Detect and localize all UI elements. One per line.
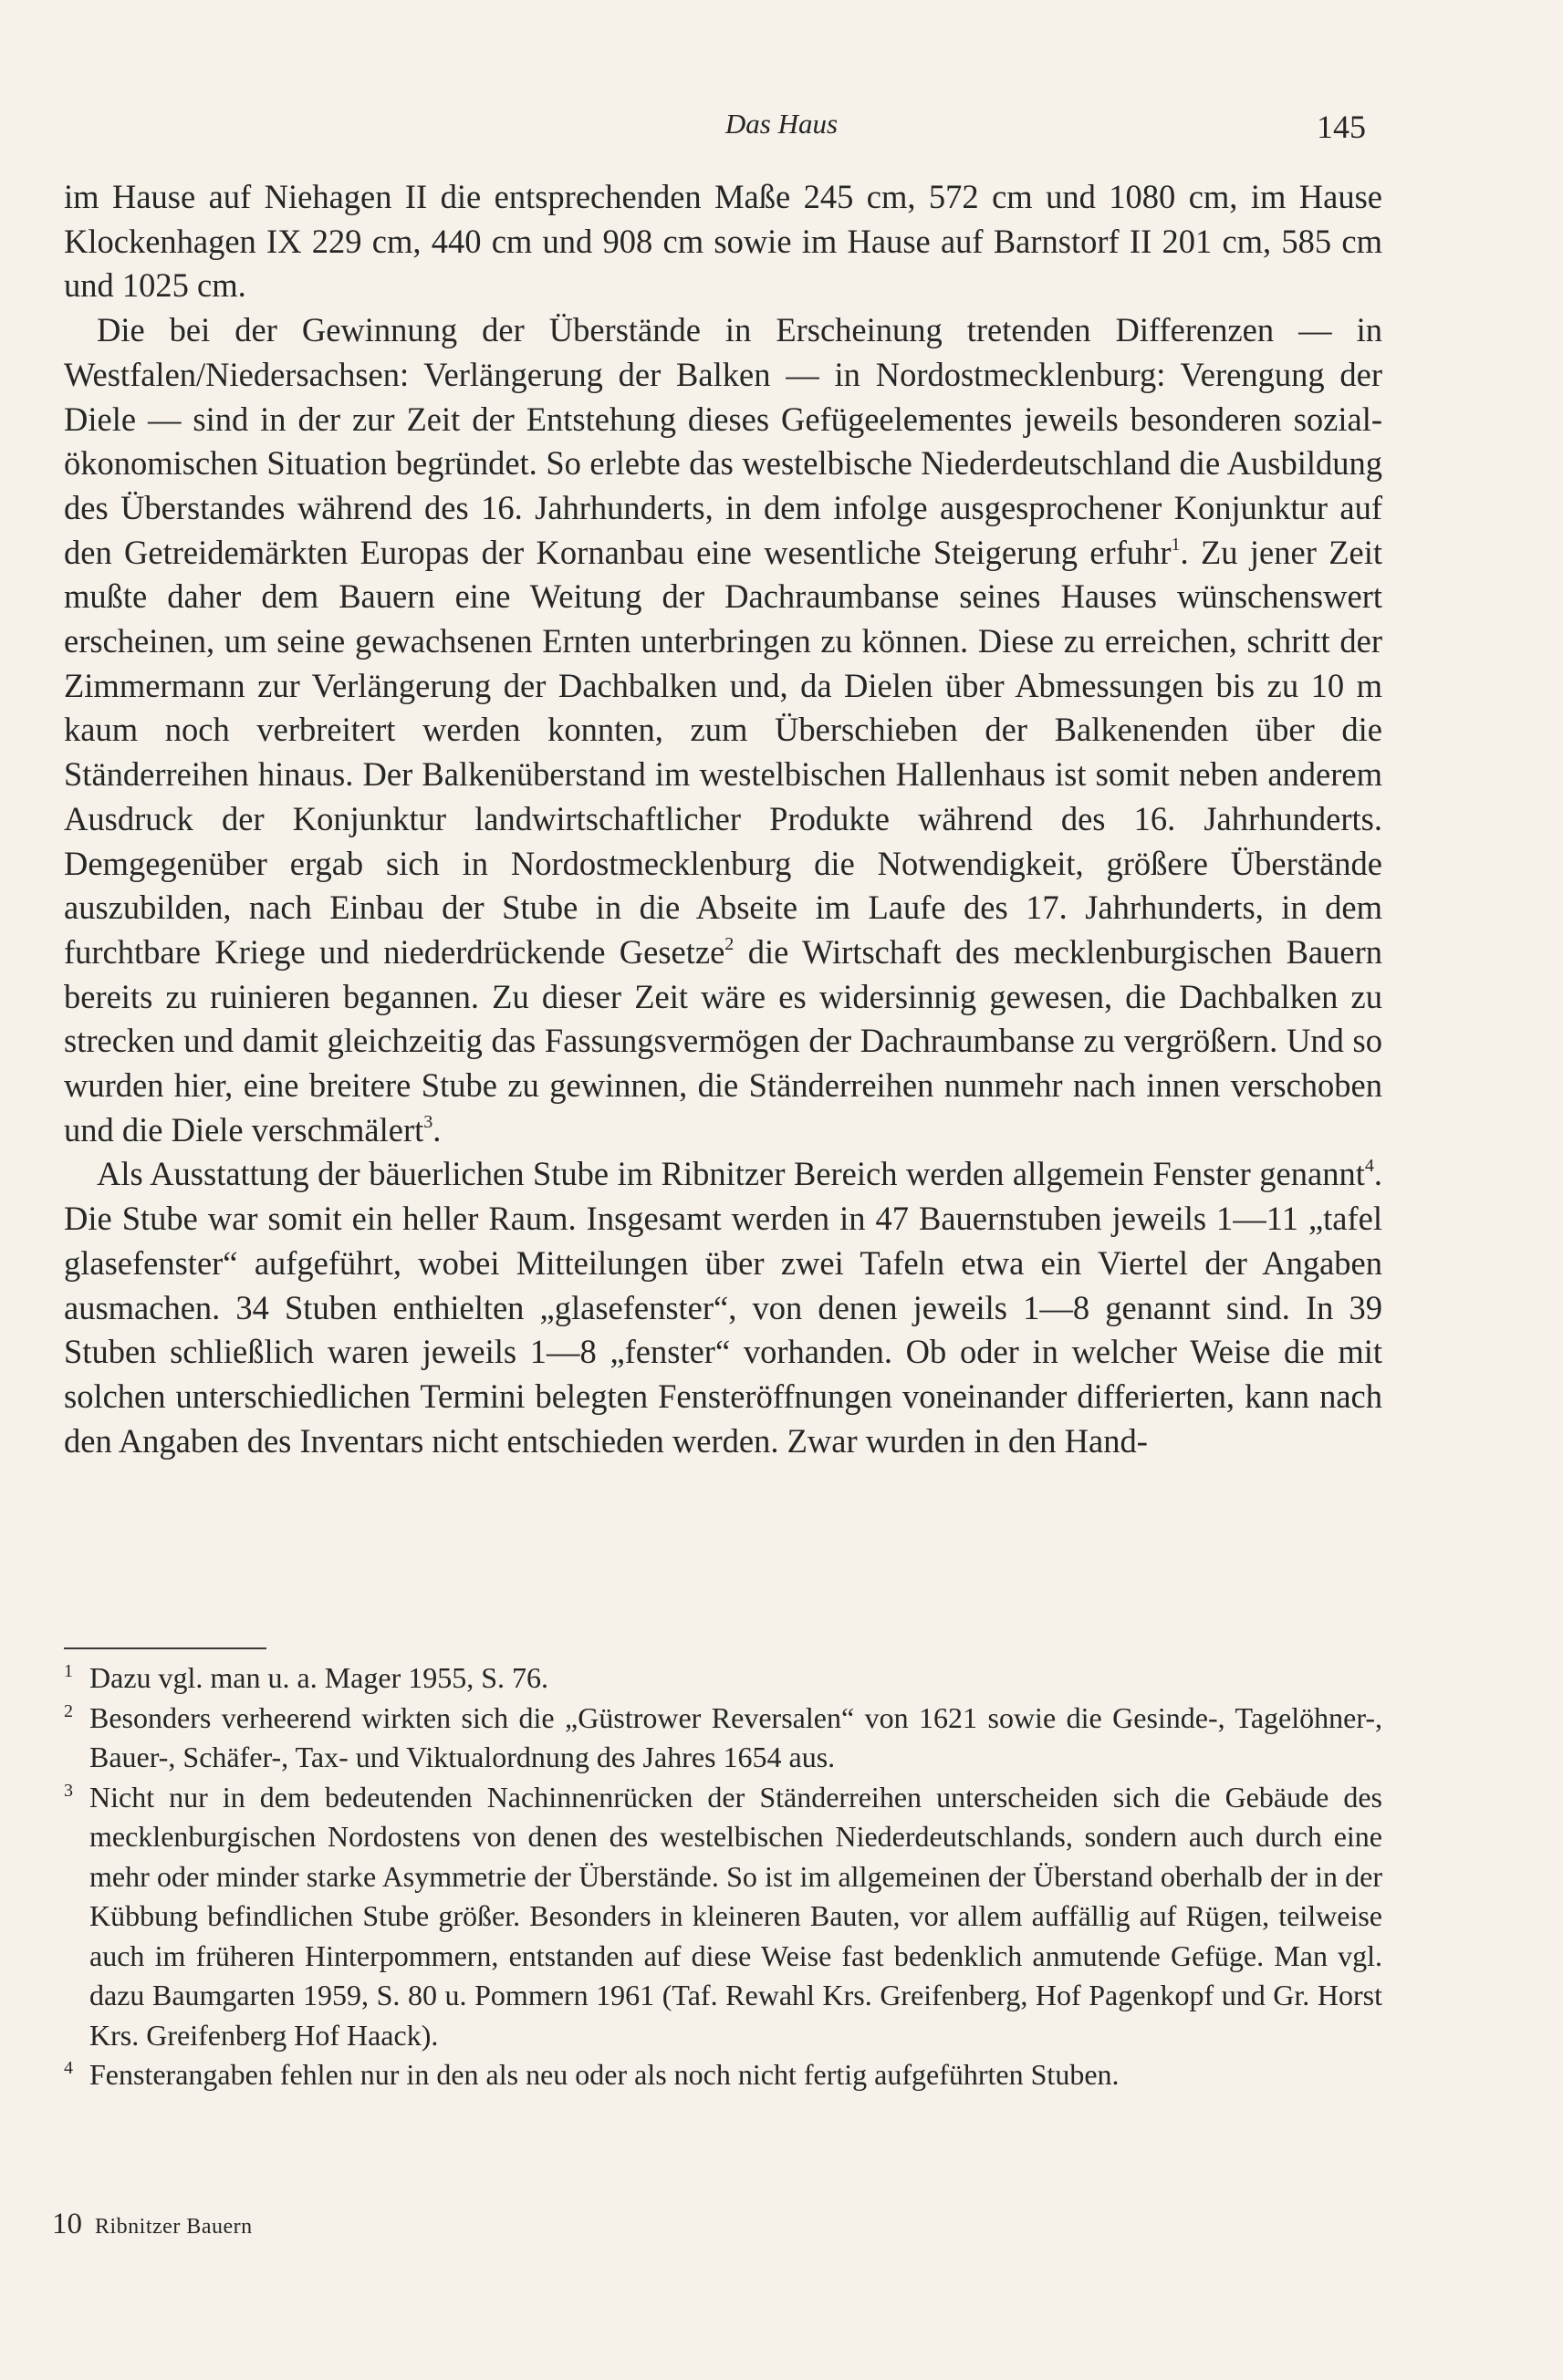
signature-text: Ribnitzer Bauern	[95, 2215, 253, 2239]
footnote-1	[64, 1658, 1382, 1699]
footnote-ref-2: 2	[724, 933, 735, 954]
paragraph-3	[64, 1152, 1382, 1463]
footnote-divider	[64, 1647, 266, 1649]
footnote-ref-3: 3	[423, 1111, 433, 1132]
footnote-text: Fensterangaben fehlen nur in den als neu oder als noch nicht fertig aufgeführten Stuben.	[89, 2058, 1120, 2091]
footnote-ref-4: 4	[1364, 1156, 1374, 1177]
page-number: 145	[1317, 109, 1366, 145]
footnote-number: 3	[64, 1780, 73, 1801]
body-text	[64, 175, 1382, 1463]
running-title: Das Haus	[724, 108, 839, 140]
footnote-number: 2	[64, 1700, 73, 1721]
paragraph-1: im Hause auf Niehagen II die entsprechenden Maße 245 cm, 572 cm und 1080 cm, im Hause Klockenhagen IX 229 cm, 440 cm und 908 cm sowie im Hause auf Barnstorf II 201 cm, 585 cm und 1025 cm.	[64, 178, 1382, 305]
footnote-3	[64, 1778, 1382, 2056]
printer-signature	[52, 2208, 253, 2241]
footnotes	[64, 1658, 1382, 2095]
footnote-2	[64, 1699, 1382, 1778]
paragraph-2-part-d: .	[432, 1110, 442, 1148]
paragraph-2-part-a: Die bei der Gewinnung der Überstände in Erscheinung tretenden Differenzen — in Westfalen/Niedersachsen: Verlängerung der Balken — in Nordostmecklenburg: Verengung der Diele — sind in der zur Zeit der Entstehung dieses Gefügeelementes jeweils besonderen sozial-ökonomischen Situation begründet. So erlebte das westelbische Niederdeutschland die Ausbildung des Überstandes während des 16. Jahrhunderts, in dem infolge ausgesprochener Konjunktur auf den Getreidemärkten Europas der Kornanbau eine wesentliche Steigerung erfuhr	[64, 311, 1382, 571]
footnote-4	[64, 2055, 1382, 2095]
footnote-text: Nicht nur in dem bedeutenden Nachinnenrücken der Ständerreihen unterscheiden sich die Gebäude des mecklenburgischen Nordostens von denen des westelbischen Niederdeutschlands, sondern auch durch eine mehr oder minder starke Asymmetrie der Überstände. So ist im allgemeinen der Überstand oberhalb der in der Kübbung befindlichen Stube größer. Besonders in kleineren Bauten, vor allem auffällig auf Rügen, teilweise auch im früheren Hinterpommern, entstanden auf diese Weise fast bedenklich anmutende Gefüge. Man vgl. dazu Baumgarten 1959, S. 80 u. Pommern 1961 (Taf. Rewahl Krs. Greifenberg, Hof Pagenkopf und Gr. Horst Krs. Greifenberg Hof Haack).	[89, 1780, 1382, 2052]
footnote-text: Dazu vgl. man u. a. Mager 1955, S. 76.	[89, 1661, 549, 1694]
footnote-ref-1: 1	[1171, 534, 1181, 555]
paragraph-3-part-a: Als Ausstattung der bäuerlichen Stube im Ribnitzer Bereich werden allgemein Fenster genannt	[97, 1155, 1365, 1193]
paragraph-2	[64, 308, 1382, 1152]
footnote-number: 1	[64, 1661, 73, 1681]
signature-number: 10	[52, 2208, 82, 2240]
paragraph-2-part-c: die Wirtschaft des mecklenburgischen Bauern bereits zu ruinieren begannen. Zu dieser Zeit wäre es widersinnig gewesen, die Dachbalken zu strecken und damit gleichzeitig das Fassungsvermögen der Dachraumbanse zu vergrößern. Und so wurden hier, eine breitere Stube zu gewinnen, die Ständerreihen nunmehr nach innen verschoben und die Diele verschmälert	[64, 932, 1382, 1148]
paragraph-2-part-b: . Zu jener Zeit mußte daher dem Bauern eine Weitung der Dachraumbanse seines Hauses wünschenswert erscheinen, um seine gewachsenen Ernten unterbringen zu können. Diese zu erreichen, schritt der Zimmermann zur Verlängerung der Dachbalken und, da Dielen über Abmessungen bis zu 10 m kaum noch verbreitert werden konnten, zum Überschieben der Balkenenden über die Ständerreihen hinaus. Der Balkenüberstand im westelbischen Hallenhaus ist somit neben anderem Ausdruck der Konjunktur landwirtschaftlicher Produkte während des 16. Jahrhunderts. Demgegenüber ergab sich in Nordostmecklenburg die Notwendigkeit, größere Überstände auszubilden, nach Einbau der Stube in die Abseite im Laufe des 17. Jahrhunderts, in dem furchtbare Kriege und niederdrückende Gesetze	[64, 533, 1382, 971]
paragraph-3-part-b: . Die Stube war somit ein heller Raum. Insgesamt werden in 47 Bauernstuben jeweils 1—11 „tafel glasefenster“ aufgeführt, wobei Mitteilungen über zwei Tafeln etwa ein Viertel der Angaben ausmachen. 34 Stuben enthielten „glasefenster“, von denen jeweils 1—8 genannt sind. In 39 Stuben schließlich waren jeweils 1—8 „fenster“ vorhanden. Ob oder in welcher Weise die mit solchen unterschiedlichen Termini belegten Fensteröffnungen voneinander differierten, kann nach den Angaben des Inventars nicht entschieden werden. Zwar wurden in den Hand-	[64, 1155, 1382, 1460]
footnote-text: Besonders verheerend wirkten sich die „Güstrower Reversalen“ von 1621 sowie die Gesinde-, Tagelöhner-, Bauer-, Schäfer-, Tax- und Viktualordnung des Jahres 1654 aus.	[89, 1700, 1382, 1773]
footnote-number: 4	[64, 2058, 73, 2078]
